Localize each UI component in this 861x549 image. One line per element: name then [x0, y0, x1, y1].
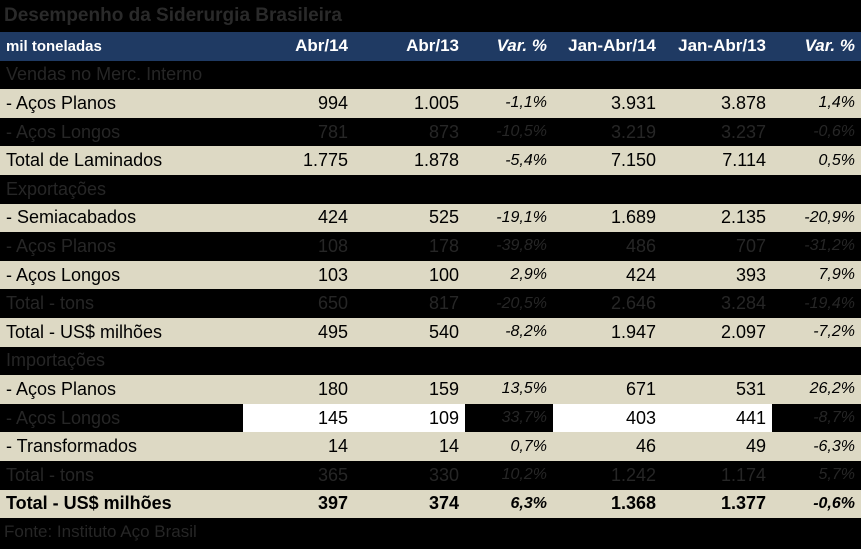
value-cell: 100 — [354, 261, 465, 290]
table-header — [0, 32, 861, 61]
value-cell: 2.646 — [553, 289, 662, 318]
header-abr14: Abr/14 — [295, 36, 348, 56]
row-label: Total - tons — [0, 461, 243, 490]
header-janabr13: Jan-Abr/13 — [678, 36, 766, 56]
value-cell: 1.174 — [662, 461, 772, 490]
variation-cell: 5,7% — [772, 461, 861, 490]
value-cell: 3.237 — [662, 118, 772, 147]
variation-cell: -19,4% — [772, 289, 861, 318]
value-cell: 3.878 — [662, 89, 772, 118]
variation-cell: 26,2% — [772, 375, 861, 404]
variation-cell: -31,2% — [772, 232, 861, 261]
header-var-ytd: Var. % — [804, 36, 855, 56]
value-cell: 3.931 — [553, 89, 662, 118]
value-cell: 994 — [243, 89, 354, 118]
header-janabr14: Jan-Abr/14 — [568, 36, 656, 56]
table-row — [0, 204, 861, 233]
row-label: - Aços Longos — [0, 404, 243, 433]
value-cell: 540 — [354, 318, 465, 347]
variation-cell: 0,7% — [465, 432, 553, 461]
value-cell: 1.368 — [553, 490, 662, 519]
variation-cell: 7,9% — [772, 261, 861, 290]
value-cell: 873 — [354, 118, 465, 147]
value-cell: 180 — [243, 375, 354, 404]
value-cell: 393 — [662, 261, 772, 290]
value-cell: 707 — [662, 232, 772, 261]
value-cell: 46 — [553, 432, 662, 461]
row-label: Importações — [0, 347, 861, 376]
value-cell: 424 — [553, 261, 662, 290]
value-cell: 495 — [243, 318, 354, 347]
value-cell: 525 — [354, 204, 465, 233]
row-label: Total de Laminados — [0, 146, 243, 175]
report-title: Desempenho da Siderurgia Brasileira — [4, 5, 342, 26]
row-label: Total - US$ milhões — [0, 490, 243, 519]
value-cell: 1.947 — [553, 318, 662, 347]
row-label: Exportações — [0, 175, 861, 204]
table-row — [0, 261, 861, 290]
value-cell: 2.135 — [662, 204, 772, 233]
value-cell: 486 — [553, 232, 662, 261]
row-label: Vendas no Merc. Interno — [0, 61, 861, 90]
section-row — [0, 175, 861, 204]
value-cell: 1.878 — [354, 146, 465, 175]
value-cell: 159 — [354, 375, 465, 404]
variation-cell: -10,5% — [465, 118, 553, 147]
value-cell: 178 — [354, 232, 465, 261]
value-cell: 108 — [243, 232, 354, 261]
value-cell: 397 — [243, 490, 354, 519]
variation-cell: -7,2% — [772, 318, 861, 347]
steel-table — [0, 32, 861, 518]
row-label: - Aços Planos — [0, 232, 243, 261]
table-row — [0, 89, 861, 118]
row-label: - Semiacabados — [0, 204, 243, 233]
header-var-month: Var. % — [496, 36, 547, 56]
value-cell: 2.097 — [662, 318, 772, 347]
value-cell: 3.219 — [553, 118, 662, 147]
value-cell: 1.242 — [553, 461, 662, 490]
section-row — [0, 347, 861, 376]
value-cell: 3.284 — [662, 289, 772, 318]
source-note: Fonte: Instituto Aço Brasil — [4, 522, 197, 541]
value-cell: 14 — [354, 432, 465, 461]
value-cell: 817 — [354, 289, 465, 318]
variation-cell: 13,5% — [465, 375, 553, 404]
table-row — [0, 146, 861, 175]
value-cell: 441 — [662, 404, 772, 433]
value-cell: 145 — [243, 404, 354, 433]
row-label: - Transformados — [0, 432, 243, 461]
value-cell: 7.114 — [662, 146, 772, 175]
header-abr13: Abr/13 — [406, 36, 459, 56]
value-cell: 103 — [243, 261, 354, 290]
row-label: - Aços Planos — [0, 89, 243, 118]
value-cell: 650 — [243, 289, 354, 318]
value-cell: 1.775 — [243, 146, 354, 175]
table-row — [0, 118, 861, 147]
variation-cell: 33,7% — [465, 404, 553, 433]
table-row — [0, 461, 861, 490]
value-cell: 1.005 — [354, 89, 465, 118]
variation-cell: -8,7% — [772, 404, 861, 433]
variation-cell: 10,2% — [465, 461, 553, 490]
row-label: - Aços Longos — [0, 118, 243, 147]
variation-cell: -0,6% — [772, 118, 861, 147]
table-row — [0, 289, 861, 318]
value-cell: 531 — [662, 375, 772, 404]
row-label: - Aços Planos — [0, 375, 243, 404]
variation-cell: -20,5% — [465, 289, 553, 318]
value-cell: 49 — [662, 432, 772, 461]
value-cell: 671 — [553, 375, 662, 404]
variation-cell: -39,8% — [465, 232, 553, 261]
value-cell: 781 — [243, 118, 354, 147]
value-cell: 1.377 — [662, 490, 772, 519]
variation-cell: 2,9% — [465, 261, 553, 290]
variation-cell: -6,3% — [772, 432, 861, 461]
row-label: Total - US$ milhões — [0, 318, 243, 347]
table-row — [0, 232, 861, 261]
variation-cell: -8,2% — [465, 318, 553, 347]
variation-cell: 6,3% — [465, 490, 553, 519]
table-row — [0, 432, 861, 461]
value-cell: 374 — [354, 490, 465, 519]
table-row — [0, 404, 861, 433]
value-cell: 330 — [354, 461, 465, 490]
value-cell: 365 — [243, 461, 354, 490]
variation-cell: -5,4% — [465, 146, 553, 175]
section-row — [0, 61, 861, 90]
variation-cell: 0,5% — [772, 146, 861, 175]
value-cell: 7.150 — [553, 146, 662, 175]
header-unit: mil toneladas — [6, 37, 102, 55]
variation-cell: -20,9% — [772, 204, 861, 233]
row-label: - Aços Longos — [0, 261, 243, 290]
table-row — [0, 318, 861, 347]
variation-cell: -1,1% — [465, 89, 553, 118]
value-cell: 424 — [243, 204, 354, 233]
variation-cell: -19,1% — [465, 204, 553, 233]
value-cell: 1.689 — [553, 204, 662, 233]
value-cell: 403 — [553, 404, 662, 433]
variation-cell: 1,4% — [772, 89, 861, 118]
value-cell: 109 — [354, 404, 465, 433]
table-row — [0, 490, 861, 519]
variation-cell: -0,6% — [772, 490, 861, 519]
table-row — [0, 375, 861, 404]
row-label: Total - tons — [0, 289, 243, 318]
value-cell: 14 — [243, 432, 354, 461]
